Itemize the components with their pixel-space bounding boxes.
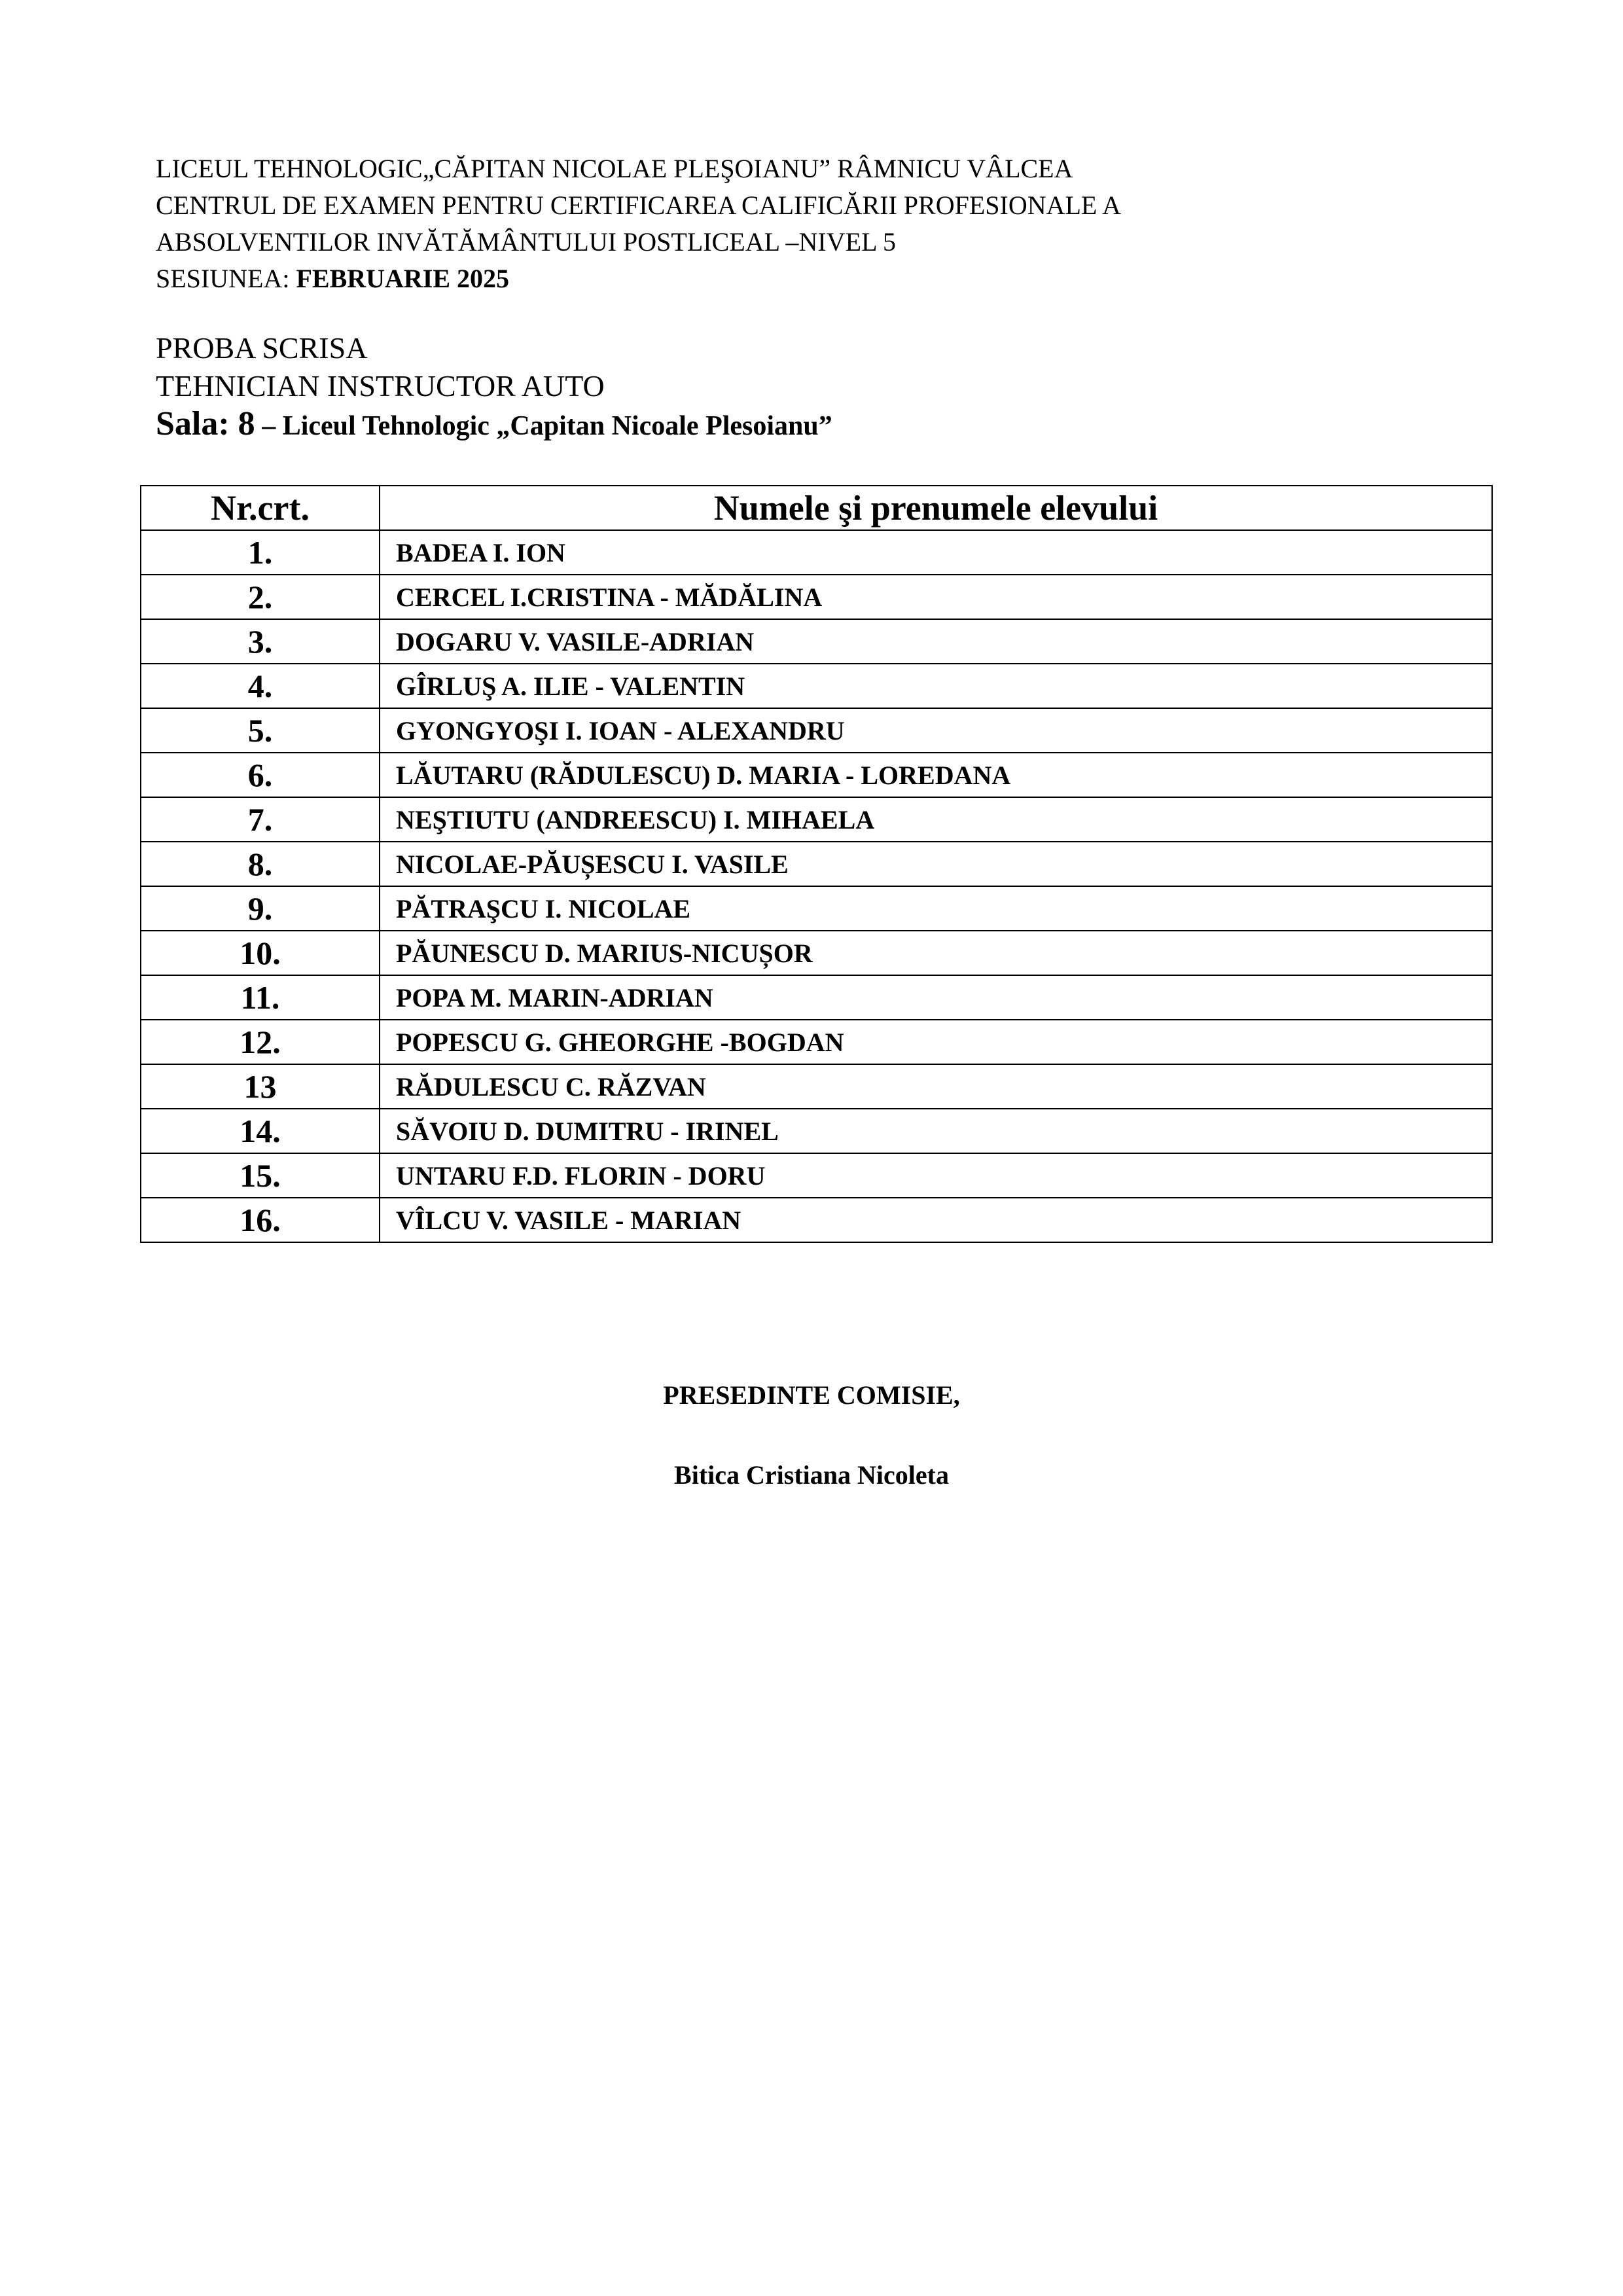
students-table bbox=[140, 485, 1493, 1243]
table-row bbox=[141, 664, 1492, 708]
table-row bbox=[141, 619, 1492, 664]
row-number: 8. bbox=[141, 842, 380, 886]
student-name: PĂUNESCU D. MARIUS-NICUȘOR bbox=[380, 931, 1492, 975]
table-row bbox=[141, 1064, 1492, 1109]
signature-title: PRESEDINTE COMISIE, bbox=[663, 1380, 960, 1410]
table-row bbox=[141, 753, 1492, 797]
student-name: UNTARU F.D. FLORIN - DORU bbox=[380, 1153, 1492, 1198]
table-row bbox=[141, 708, 1492, 753]
row-number: 7. bbox=[141, 797, 380, 842]
exam-center: CENTRUL DE EXAMEN PENTRU CERTIFICAREA CALIFICĂRII PROFESIONALE A bbox=[156, 190, 1122, 220]
student-name: DOGARU V. VASILE-ADRIAN bbox=[380, 619, 1492, 664]
room-line bbox=[156, 405, 832, 445]
room-location: – Liceul Tehnologic „Capitan Nicoale Plesoianu” bbox=[255, 411, 832, 441]
column-header-nr: Nr.crt. bbox=[141, 486, 380, 530]
row-number: 11. bbox=[141, 975, 380, 1020]
specialization: TEHNICIAN INSTRUCTOR AUTO bbox=[156, 369, 605, 403]
table-row bbox=[141, 1153, 1492, 1198]
session-label: SESIUNEA: bbox=[156, 264, 296, 293]
row-number: 15. bbox=[141, 1153, 380, 1198]
student-name: NICOLAE-PĂUȘESCU I. VASILE bbox=[380, 842, 1492, 886]
row-number: 13 bbox=[141, 1064, 380, 1109]
row-number: 16. bbox=[141, 1198, 380, 1242]
table-row bbox=[141, 1020, 1492, 1064]
signature-name: Bitica Cristiana Nicoleta bbox=[674, 1460, 949, 1490]
session-line bbox=[156, 260, 1121, 297]
room-label: Sala: 8 bbox=[156, 405, 255, 442]
row-number: 5. bbox=[141, 708, 380, 753]
student-name: BADEA I. ION bbox=[380, 530, 1492, 575]
student-name: RĂDULESCU C. RĂZVAN bbox=[380, 1064, 1492, 1109]
table-row bbox=[141, 797, 1492, 842]
exam-level: ABSOLVENTILOR INVĂTĂMÂNTULUI POSTLICEAL –NIVEL 5 bbox=[156, 227, 897, 257]
student-name: VÎLCU V. VASILE - MARIAN bbox=[380, 1198, 1492, 1242]
row-number: 10. bbox=[141, 931, 380, 975]
student-name: CERCEL I.CRISTINA - MĂDĂLINA bbox=[380, 575, 1492, 619]
proba-type: PROBA SCRISA bbox=[156, 331, 368, 365]
table-row bbox=[141, 842, 1492, 886]
student-name: GÎRLUŞ A. ILIE - VALENTIN bbox=[380, 664, 1492, 708]
student-name: SĂVOIU D. DUMITRU - IRINEL bbox=[380, 1109, 1492, 1153]
document-header bbox=[156, 151, 1121, 297]
student-name: LĂUTARU (RĂDULESCU) D. MARIA - LOREDANA bbox=[380, 753, 1492, 797]
table-row bbox=[141, 975, 1492, 1020]
table-row bbox=[141, 1198, 1492, 1242]
table-row bbox=[141, 575, 1492, 619]
row-number: 4. bbox=[141, 664, 380, 708]
school-name: LICEUL TEHNOLOGIC„CĂPITAN NICOLAE PLEŞOIANU” RÂMNICU VÂLCEA bbox=[156, 154, 1073, 183]
table-row bbox=[141, 931, 1492, 975]
student-name: POPESCU G. GHEORGHE -BOGDAN bbox=[380, 1020, 1492, 1064]
row-number: 1. bbox=[141, 530, 380, 575]
exam-info bbox=[156, 329, 832, 445]
row-number: 3. bbox=[141, 619, 380, 664]
student-name: POPA M. MARIN-ADRIAN bbox=[380, 975, 1492, 1020]
table-row bbox=[141, 886, 1492, 931]
column-header-name: Numele şi prenumele elevului bbox=[380, 486, 1492, 530]
student-name: PĂTRAŞCU I. NICOLAE bbox=[380, 886, 1492, 931]
row-number: 6. bbox=[141, 753, 380, 797]
row-number: 14. bbox=[141, 1109, 380, 1153]
table-row bbox=[141, 530, 1492, 575]
row-number: 12. bbox=[141, 1020, 380, 1064]
row-number: 2. bbox=[141, 575, 380, 619]
table-header-row bbox=[141, 486, 1492, 530]
row-number: 9. bbox=[141, 886, 380, 931]
student-name: NEŞTIUTU (ANDREESCU) I. MIHAELA bbox=[380, 797, 1492, 842]
table-row bbox=[141, 1109, 1492, 1153]
session-value: FEBRUARIE 2025 bbox=[296, 264, 510, 293]
student-name: GYONGYOŞI I. IOAN - ALEXANDRU bbox=[380, 708, 1492, 753]
